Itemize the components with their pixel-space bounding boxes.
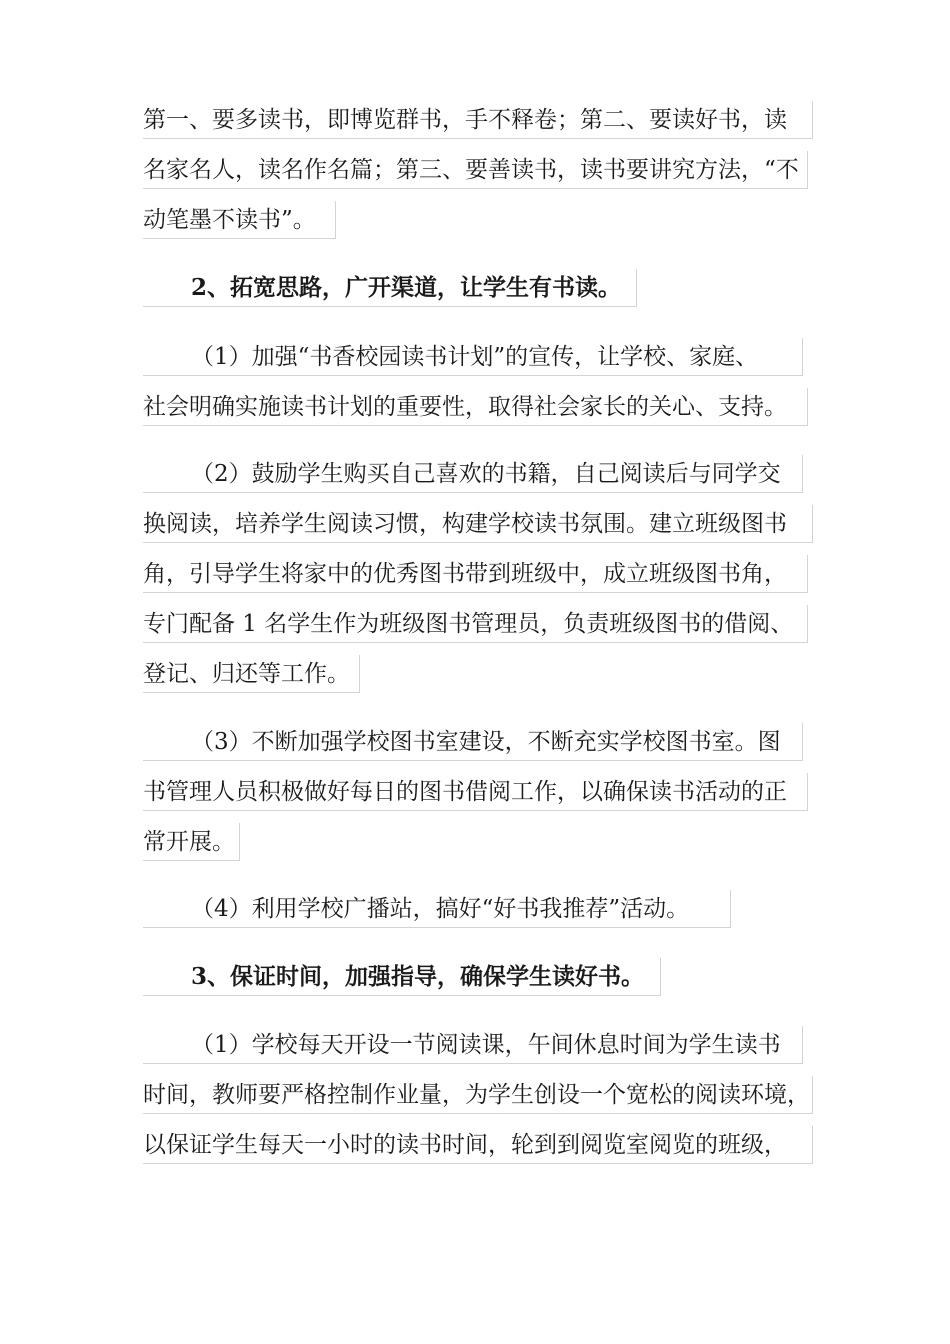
body-text-line: 以保证学生每天一小时的读书时间，轮到到阅览室阅览的班级， [143,1126,813,1164]
body-text-line: 登记、归还等工作。 [143,655,360,693]
body-text-line: 动笔墨不读书”。 [143,201,336,239]
body-text-line: 第一、要多读书，即博览群书，手不释卷；第二、要读好书，读 [143,101,813,139]
body-text-line: （1）学校每天开设一节阅读课，午间休息时间为学生读书 [143,1026,803,1064]
body-text-line: 角，引导学生将家中的优秀图书带到班级中，成立班级图书角， [143,555,808,593]
body-text-line: （4）利用学校广播站，搞好“好书我推荐”活动。 [143,890,731,928]
body-text-line: 专门配备 1 名学生作为班级图书管理员，负责班级图书的借阅、 [143,605,808,643]
body-text-line: （3）不断加强学校图书室建设，不断充实学校图书室。图 [143,723,803,761]
body-text-line: 换阅读，培养学生阅读习惯，构建学校读书氛围。建立班级图书 [143,505,813,543]
body-text-line: 常开展。 [143,823,240,861]
body-text-line: 社会明确实施读书计划的重要性，取得社会家长的关心、支持。 [143,388,808,426]
body-text-line: （2）鼓励学生购买自己喜欢的书籍，自己阅读后与同学交 [143,455,803,493]
section-heading: 2、拓宽思路，广开渠道，让学生有书读。 [143,269,637,307]
body-text-line: 时间，教师要严格控制作业量，为学生创设一个宽松的阅读环境， [143,1076,813,1114]
body-text-line: 名家名人，读名作名篇；第三、要善读书，读书要讲究方法，“不 [143,151,808,189]
section-heading: 3、保证时间，加强指导，确保学生读好书。 [143,958,661,996]
body-text-line: 书管理人员积极做好每日的图书借阅工作，以确保读书活动的正 [143,773,808,811]
body-text-line: （1）加强“书香校园读书计划”的宣传，让学校、家庭、 [143,338,803,376]
